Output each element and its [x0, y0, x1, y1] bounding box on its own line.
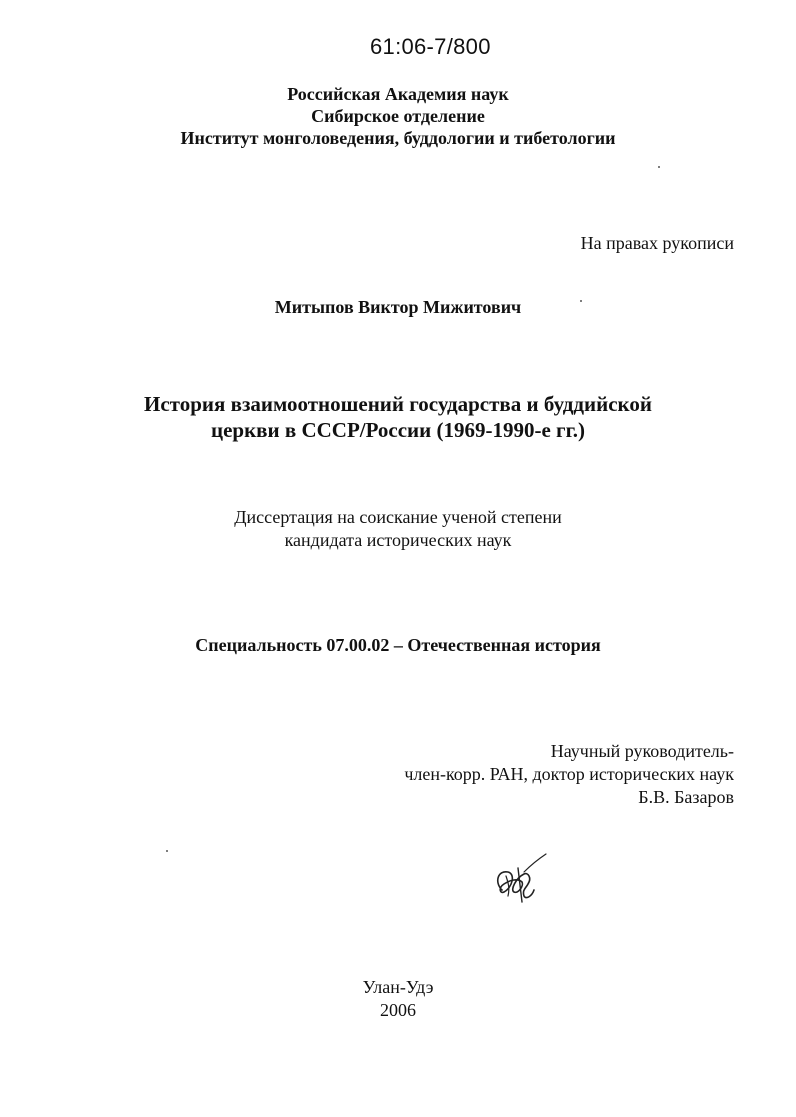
organization-line-2: Сибирское отделение	[311, 106, 485, 126]
handwritten-signature	[488, 852, 550, 910]
specialty-line: Специальность 07.00.02 – Отечественная история	[195, 635, 601, 655]
organization-line-3: Институт монголоведения, буддологии и тибетологии	[180, 128, 616, 148]
place-name: Улан-Удэ	[362, 977, 434, 997]
document-code: 61:06-7/800	[370, 34, 491, 59]
dissertation-title-line-1: История взаимоотношений государства и буддийской	[144, 392, 652, 416]
author-name: Митыпов Виктор Мижитович	[274, 297, 522, 317]
supervisor-name: Б.В. Базаров	[638, 787, 734, 807]
dissertation-title-line-2: церкви в СССР/России (1969-1990-е гг.)	[210, 418, 586, 442]
supervisor-credentials: член-корр. РАН, доктор исторических наук	[404, 764, 734, 784]
manuscript-note: На правах рукописи	[580, 233, 734, 253]
degree-line-1: Диссертация на соискание ученой степени	[234, 507, 562, 527]
year: 2006	[380, 1000, 416, 1020]
scan-speck	[166, 850, 168, 852]
supervisor-label: Научный руководитель-	[550, 741, 734, 761]
organization-line-1: Российская Академия наук	[287, 84, 509, 104]
scan-speck	[580, 300, 582, 302]
degree-line-2: кандидата исторических наук	[284, 530, 512, 550]
scan-speck	[658, 166, 660, 168]
